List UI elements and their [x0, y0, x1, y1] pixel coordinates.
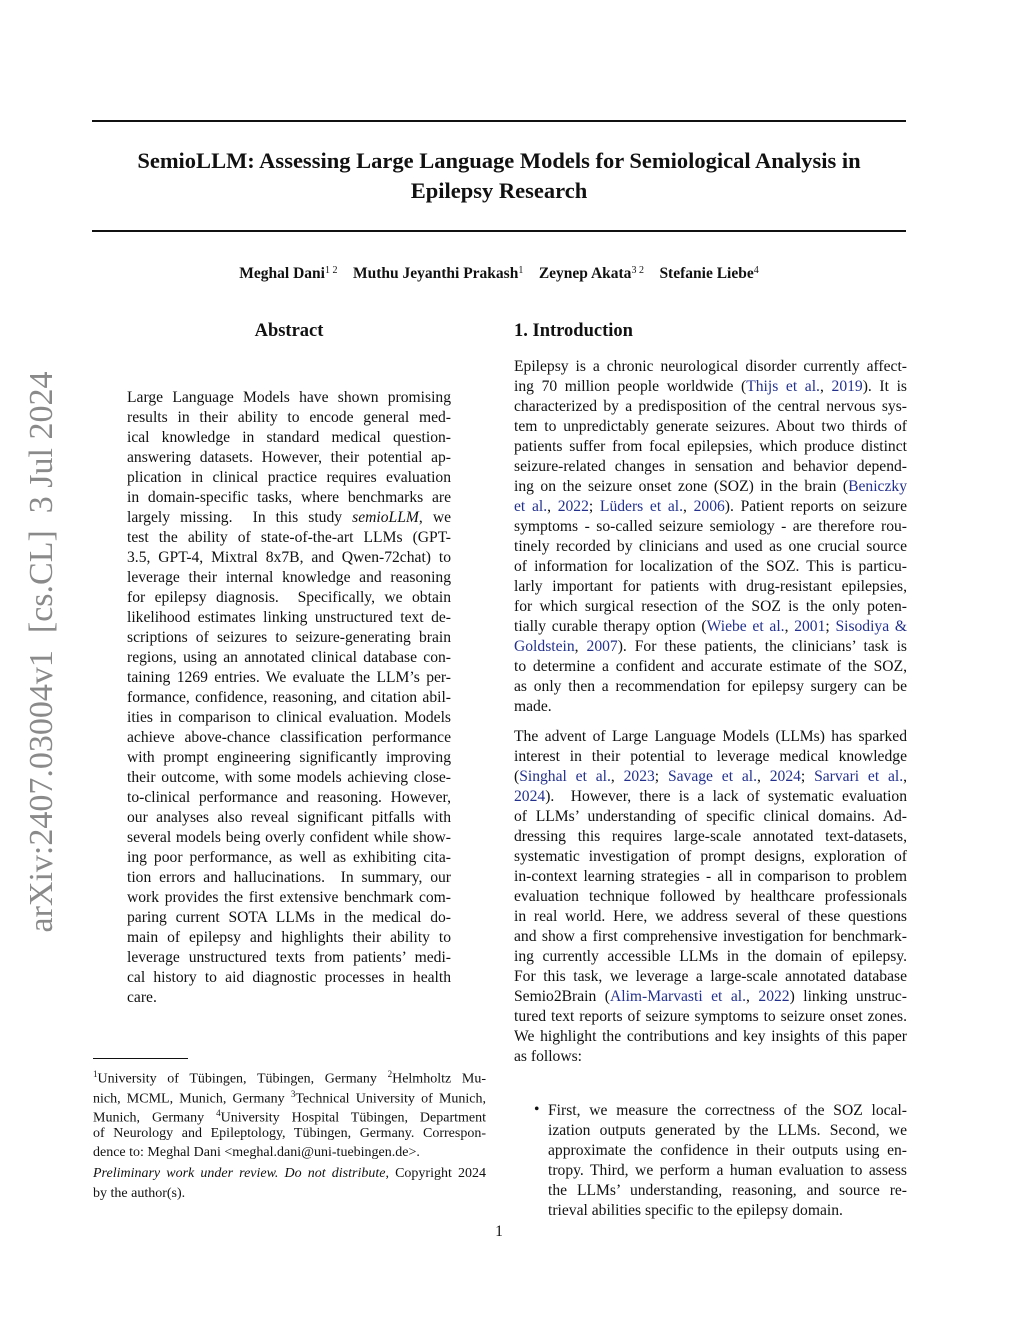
text-line [127, 788, 451, 808]
text-span: of LLMs’ understanding of specific clinical domains. Ad- [514, 808, 907, 825]
text-span: , [683, 498, 694, 515]
title-line-1: SemioLLM: Assessing Large Language Models for Semiological Analysis in [137, 148, 861, 173]
text-line [514, 827, 907, 847]
text-span: as only then a recommendation for epilepsy surgery can be [514, 678, 907, 695]
text-span: For this task, we leverage a large-scale annotated database [514, 968, 907, 985]
text-span: approximate the confidence in their outputs using en- [548, 1142, 907, 1159]
text-span: , [757, 768, 770, 785]
title-line-2: Epilepsy Research [410, 178, 588, 203]
text-line [127, 928, 451, 948]
text-span: ing on the seizure onset zone (SOZ) in the brain ( [514, 478, 849, 495]
footnote-marker: 1 [93, 1069, 98, 1079]
paper-title [92, 146, 906, 206]
text-line [514, 967, 907, 987]
text-line [514, 417, 907, 437]
citation-link[interactable]: Savage et al. [667, 768, 758, 785]
text-line [514, 847, 907, 867]
arxiv-identifier-stamp: arXiv:2407.03004v1 [cs.CL] 3 Jul 2024 [23, 371, 60, 933]
text-span: , [746, 988, 759, 1005]
title-top-rule [92, 120, 906, 122]
text-span: ). For these patients, the clinicians’ task is [617, 638, 907, 655]
text-line [127, 428, 451, 448]
text-span: ) linking unstruc- [789, 988, 908, 1005]
text-line [514, 577, 907, 597]
text-span: as follows: [514, 1048, 583, 1065]
text-line [127, 408, 451, 428]
text-line [514, 697, 907, 717]
text-line [514, 517, 907, 537]
text-line [548, 1121, 907, 1141]
text-line [93, 1104, 486, 1124]
text-line [548, 1161, 907, 1181]
text-span: ). It is [862, 378, 907, 395]
text-span: results in their ability to encode general med- [127, 409, 451, 426]
author-name: Muthu Jeyanthi Prakash [352, 265, 519, 282]
text-line [514, 1027, 907, 1047]
text-line [514, 947, 907, 967]
text-span: taining 1269 entries. We evaluate the LLM’s per- [127, 669, 451, 686]
text-line [127, 908, 451, 928]
citation-link[interactable]: 2022 [557, 498, 589, 515]
bullet-icon: • [534, 1101, 540, 1118]
text-line [127, 488, 451, 508]
text-span: , [574, 638, 587, 655]
author-name: Zeynep Akata [538, 265, 632, 282]
abstract-heading: Abstract [254, 321, 324, 341]
text-span: to-clinical performance and reasoning. However, [127, 789, 451, 806]
author-name: Stefanie Liebe [659, 265, 754, 282]
text-span: formance, confidence, reasoning, and citation abil- [127, 689, 451, 706]
author-name: Meghal Dani [239, 265, 325, 282]
text-span: Munich, Germany [93, 1110, 217, 1126]
citation-link[interactable]: 2001 [794, 618, 826, 635]
citation-link[interactable]: Goldstein [514, 638, 575, 655]
text-line [93, 1065, 486, 1085]
text-line [514, 907, 907, 927]
text-line [127, 648, 451, 668]
abstract-body [127, 388, 451, 1008]
text-span: to determine a confident and accurate estimate of the SOZ, [514, 658, 907, 675]
text-line [127, 808, 451, 828]
page-number: 1 [495, 1223, 503, 1240]
citation-link[interactable]: 2023 [623, 768, 655, 785]
text-line [93, 1184, 486, 1204]
text-span: , [903, 768, 908, 785]
citation-link[interactable]: Thijs et al. [746, 378, 820, 395]
citation-link[interactable]: 2007 [586, 638, 618, 655]
text-line [514, 397, 907, 417]
italic-text: Preliminary work under review. Do not distribute [93, 1166, 386, 1181]
text-line [127, 568, 451, 588]
text-line [514, 637, 907, 657]
text-span: tured text reports of seizure symptoms to seizure onset zones. [514, 1008, 907, 1025]
text-span: University Hospital Tübingen, Department [220, 1110, 486, 1126]
citation-link[interactable]: 2024 [514, 788, 546, 805]
text-span: 3.5, GPT-4, Mixtral 8x7B, and Qwen-72chat) to [127, 549, 451, 566]
text-span: , [819, 378, 832, 395]
text-span: , we [418, 509, 452, 526]
citation-link[interactable]: 2024 [769, 768, 801, 785]
text-line [548, 1101, 907, 1121]
author-affiliation: 3 2 [631, 265, 644, 276]
text-span: their outcome, with some models achieving close- [127, 769, 451, 786]
text-line [514, 477, 907, 497]
text-span: ical knowledge in standard medical question- [127, 429, 451, 446]
citation-link[interactable]: Alim-Marvasti et al. [609, 988, 747, 1005]
text-line [127, 708, 451, 728]
title-bottom-rule [92, 230, 906, 232]
text-span: University of Tübingen, Tübingen, Germany [97, 1071, 388, 1087]
text-line [127, 848, 451, 868]
text-span: main of epilepsy and highlights their ability to [127, 929, 451, 946]
citation-link[interactable]: 2006 [693, 498, 725, 515]
text-line [127, 888, 451, 908]
text-line [93, 1085, 486, 1105]
text-line [514, 617, 907, 637]
text-span: evaluation technique followed by healthcare professionals [514, 888, 907, 905]
author-affiliation: 1 2 [324, 265, 338, 276]
text-span: Semio2Brain ( [514, 988, 610, 1005]
text-line [514, 677, 907, 697]
text-span: regions, using an annotated clinical database con- [127, 649, 451, 666]
text-span: ing poor performance, as well as exhibiting cita- [127, 849, 451, 866]
text-line [514, 927, 907, 947]
text-line [514, 727, 907, 747]
text-span: scriptions of seizures to seizure-generating brain [127, 629, 451, 646]
text-span: ; [588, 498, 600, 515]
text-line [514, 497, 907, 517]
text-span: tially curable therapy option ( [514, 618, 707, 635]
text-span: tropy. Third, we perform a human evaluation to assess [548, 1162, 907, 1179]
text-span: in domain-specific tasks, where benchmarks are [127, 489, 451, 506]
text-line [127, 748, 451, 768]
footnote-rule [93, 1058, 188, 1059]
text-span: tem to unpredictably generate seizures. About two thirds of [514, 418, 907, 435]
review-notice [93, 1164, 486, 1203]
footnote-marker: 3 [290, 1088, 296, 1099]
citation-link[interactable]: Wiebe et al. [706, 618, 785, 635]
text-span: achieve above-chance classification performance [127, 729, 451, 746]
text-span: work provides the first extensive benchmark com- [127, 889, 451, 906]
text-span: Epilepsy is a chronic neurological disorder currently affect- [514, 358, 907, 375]
italic-text: semioLLM [352, 509, 419, 526]
text-span: likelihood estimates linking unstructured text de- [127, 609, 451, 626]
text-span: the LLMs’ understanding, reasoning, and source re- [548, 1182, 907, 1199]
text-line [514, 767, 907, 787]
text-line [127, 688, 451, 708]
text-span: ities in comparison to clinical evaluation. Models [127, 709, 451, 726]
text-span: dressing this requires large-scale annotated text-datasets, [514, 828, 907, 845]
introduction-heading: 1. Introduction [514, 321, 633, 341]
text-line [127, 868, 451, 888]
text-line [127, 828, 451, 848]
text-span: ). Patient reports on seizure [724, 498, 908, 515]
text-line [93, 1143, 486, 1163]
text-line [514, 597, 907, 617]
text-span: ing 70 million people worldwide ( [514, 378, 747, 395]
text-span: ing currently accessible LLMs in the domain of epilepsy. [514, 948, 907, 965]
text-span: , Copyright 2024 [385, 1166, 486, 1181]
footnote-marker: 2 [387, 1069, 393, 1079]
text-span: , [610, 768, 624, 785]
text-span: Technical University of Munich, [295, 1091, 487, 1107]
text-line [93, 1164, 486, 1184]
text-span: patients suffer from focal epilepsies, which produce distinct [514, 438, 907, 455]
text-span: dence to: Meghal Dani <meghal.dani@uni-tuebingen.de>. [93, 1145, 420, 1160]
text-line [548, 1201, 907, 1221]
citation-link[interactable]: Sisodiya & [835, 618, 908, 635]
text-span: test the ability of state-of-the-art LLMs (GPT- [127, 529, 451, 546]
text-span: The advent of Large Language Models (LLMs) has sparked [514, 728, 907, 745]
text-line [127, 468, 451, 488]
text-line [514, 1007, 907, 1027]
text-line [127, 728, 451, 748]
text-span: We highlight the contributions and key insights of this paper [514, 1028, 907, 1045]
text-line [514, 457, 907, 477]
text-span: several models being overly confident while show- [127, 829, 451, 846]
text-span: Helmholtz Mu- [392, 1071, 486, 1087]
text-line [127, 988, 451, 1008]
text-line [514, 747, 907, 767]
text-line [548, 1141, 907, 1161]
text-line [514, 537, 907, 557]
footnote-marker: 4 [216, 1108, 221, 1118]
text-line [514, 557, 907, 577]
author-affiliation: 4 [753, 265, 759, 276]
text-line [127, 448, 451, 468]
text-span: of Neurology and Epileptology, Tübingen, Germany. Correspon- [93, 1125, 486, 1141]
text-span: ( [514, 768, 520, 785]
text-span: by the author(s). [93, 1185, 186, 1201]
citation-link[interactable]: Lüders et al. [599, 498, 684, 515]
text-line [514, 787, 907, 807]
text-span: tion errors and hallucinations. In summary, our [127, 869, 451, 886]
author-affiliation: 1 [518, 265, 524, 276]
text-span: Large Language Models have shown promising [127, 389, 451, 406]
author-list [92, 265, 906, 283]
text-span: cal history to aid diagnostic processes in health [127, 969, 451, 986]
text-span: leverage unstructured texts from patients’ medi- [127, 949, 451, 966]
text-span: larly important for patients with drug-resistant epilepsies, [514, 578, 907, 595]
text-span: trieval abilities specific to the epilepsy domain. [548, 1202, 843, 1219]
text-span: our analyses also reveal significant pitfalls with [127, 809, 451, 826]
citation-link[interactable]: et al. [514, 498, 548, 515]
text-span: ). However, there is a lack of systematic evaluation [545, 788, 907, 805]
text-line [514, 377, 907, 397]
intro-paragraph-1 [514, 357, 907, 717]
text-span: for epilepsy diagnosis. Specifically, we obtain [127, 589, 451, 606]
text-line [127, 388, 451, 408]
text-span: largely missing. In this study [127, 509, 353, 526]
text-line [93, 1124, 486, 1144]
text-line [127, 608, 451, 628]
text-span: in real world. Here, we address several of these questions [514, 908, 907, 925]
text-span: tinely recorded by clinicians and used as one crucial source [514, 538, 907, 555]
text-line [514, 807, 907, 827]
text-span: paring current SOTA LLMs in the medical do- [127, 909, 451, 926]
text-line [514, 987, 907, 1007]
citation-link[interactable]: Singhal et al. [519, 768, 611, 785]
text-span: interest in their potential to leverage medical knowledge [514, 748, 907, 765]
text-line [127, 508, 451, 528]
text-line [127, 668, 451, 688]
text-line [514, 867, 907, 887]
text-line [127, 528, 451, 548]
text-span: ; [654, 768, 668, 785]
text-span: ; [825, 618, 836, 635]
text-span: with prompt engineering significantly improving [127, 749, 451, 766]
text-line [514, 887, 907, 907]
text-span: seizure-related changes in sensation and behavior depend- [514, 458, 907, 475]
text-span: and show a first comprehensive investigation for benchmark- [514, 928, 907, 945]
text-span: leverage their internal knowledge and reasoning [127, 569, 451, 586]
text-span: systematic investigation of prompt designs, exploration of [514, 848, 907, 865]
text-span: characterized by a predisposition of the central nervous sys- [514, 398, 907, 415]
text-span: care. [127, 989, 157, 1006]
citation-link[interactable]: 2022 [758, 988, 790, 1005]
text-line [514, 657, 907, 677]
text-line [127, 588, 451, 608]
text-span: in-context learning strategies - all in comparison to problem [514, 868, 907, 885]
contribution-bullet-1 [548, 1101, 907, 1221]
text-line [548, 1181, 907, 1201]
text-line [127, 968, 451, 988]
intro-paragraph-2 [514, 727, 907, 1067]
text-span: plication in clinical practice requires evaluation [127, 469, 451, 486]
text-line [127, 948, 451, 968]
text-span: for which surgical resection of the SOZ is the only poten- [514, 598, 907, 615]
citation-link[interactable]: 2019 [831, 378, 863, 395]
text-span: of information for localization of the SOZ. This is particu- [514, 558, 907, 575]
text-span: ; [800, 768, 815, 785]
citation-link[interactable]: Sarvari et al. [814, 768, 904, 785]
text-line [127, 548, 451, 568]
text-span: made. [514, 698, 552, 715]
text-span: First, we measure the correctness of the SOZ local- [548, 1102, 907, 1119]
citation-link[interactable]: Beniczky [848, 478, 907, 495]
text-span: symptoms - so-called seizure semiology - are therefore rou- [514, 518, 907, 535]
affiliations-footnote [93, 1065, 486, 1163]
text-line [514, 1047, 907, 1067]
text-line [514, 437, 907, 457]
text-line [127, 628, 451, 648]
text-line [514, 357, 907, 377]
text-span: answering datasets. However, their potential ap- [127, 449, 451, 466]
text-span: , [547, 498, 558, 515]
text-line [127, 768, 451, 788]
text-span: , [784, 618, 795, 635]
text-span: nich, MCML, Munich, Germany [93, 1091, 291, 1107]
text-span: ization outputs generated by the LLMs. Second, we [548, 1122, 907, 1139]
